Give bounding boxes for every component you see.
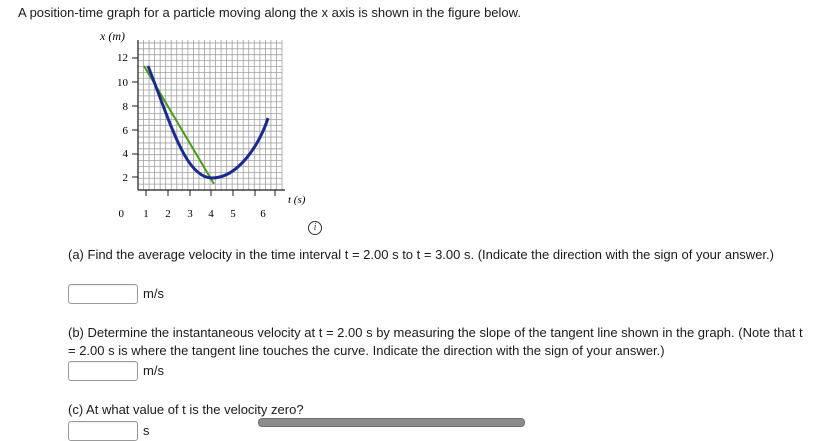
graph-grid <box>138 40 282 190</box>
x-tick-label: 6 <box>260 208 266 220</box>
y-tick-label: 8 <box>122 101 128 113</box>
answer-a-unit: m/s <box>143 286 164 301</box>
y-tick-label: 10 <box>117 77 128 89</box>
question-c-text: (c) At what value of t is the velocity zero? <box>68 402 304 417</box>
answer-c-input[interactable] <box>68 421 138 441</box>
x-tick-label: 5 <box>230 208 236 220</box>
question-a-text: (a) Find the average velocity in the time interval t = 2.00 s to t = 3.00 s. (Indicate the direction with the sign of your answer.) <box>68 247 774 262</box>
info-icon[interactable]: i <box>308 221 322 235</box>
intro-text: A position-time graph for a particle moving along the x axis is shown in the figure below. <box>18 5 521 20</box>
x-tick-label: 2 <box>165 208 171 220</box>
x-tick-label: 1 <box>143 208 149 220</box>
y-tick-label: 4 <box>122 148 128 160</box>
y-axis-label: x (m) <box>100 29 125 43</box>
x-tick-label: 4 <box>208 208 214 220</box>
question-b-text: (b) Determine the instantaneous velocity at t = 2.00 s by measuring the slope of the tangent line shown in the graph. (Note that t = 2.00 s is where the tangent line touches the curve. Indicate the direction with the sign of your answer.) <box>68 325 803 358</box>
y-tick-label: 6 <box>122 125 128 137</box>
x-tick-label: 3 <box>187 208 193 220</box>
position-time-graph <box>70 26 320 226</box>
y-tick-label: 0 <box>118 208 124 220</box>
horizontal-scrollbar[interactable] <box>258 418 525 427</box>
x-axis-label: t (s) <box>288 194 306 206</box>
y-tick-label: 12 <box>117 52 128 64</box>
answer-b-unit: m/s <box>143 363 164 378</box>
y-tick-label: 2 <box>122 172 128 184</box>
answer-c-unit: s <box>143 423 150 438</box>
answer-b-input[interactable] <box>68 361 138 381</box>
answer-a-input[interactable] <box>68 284 138 304</box>
